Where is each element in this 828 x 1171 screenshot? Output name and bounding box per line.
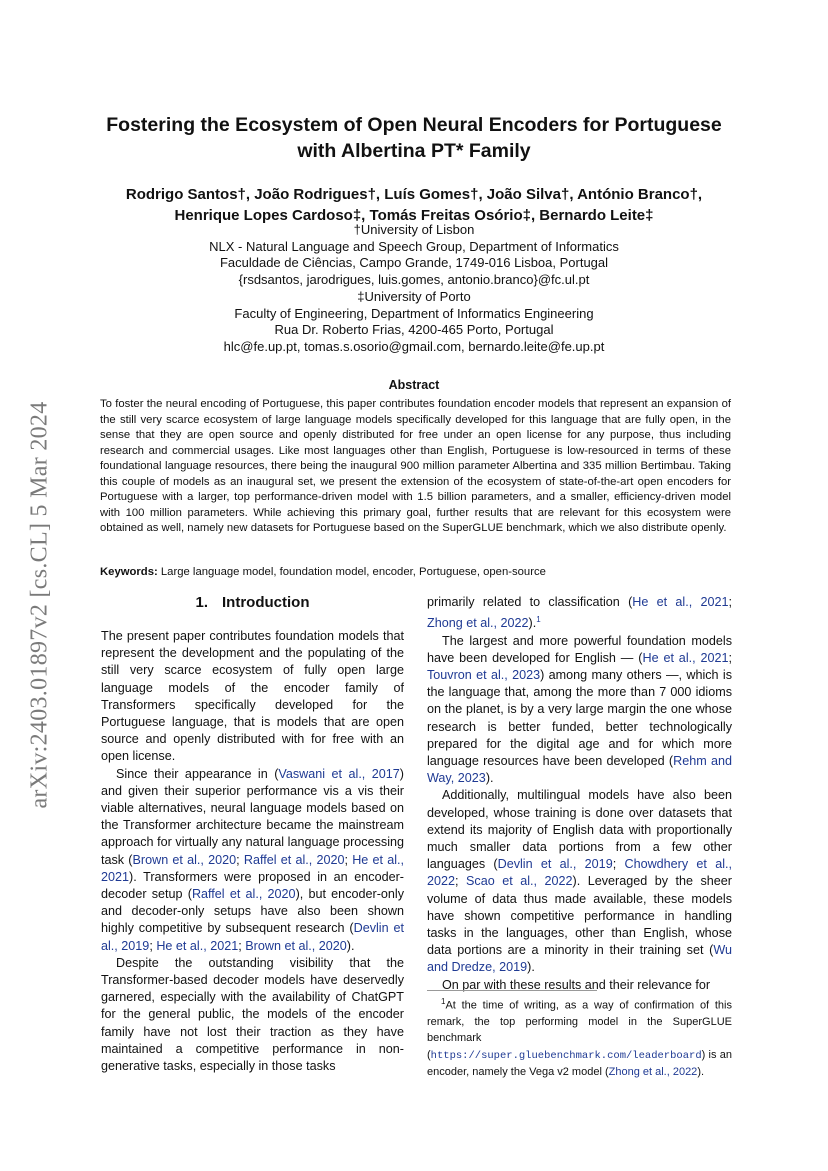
keywords-label: Keywords:: [100, 566, 158, 578]
abstract-text: To foster the neural encoding of Portuguese, this paper contributes foundation encoder models that represent an expansion of the still very scarce ecosystem of large language models specifically developed for this language that are fully open, in the sense that they are open source and openly distributed for free under an open license for any purpose, thus including research and commercial usages. Like most languages other than English, Portuguese is low-resourced in terms of these foundational language resources, there being the inaugural 900 million parameter Albertina and 335 million Bertimbau. Taking this couple of models as an inaugural set, we present the extension of the ecosystem of state-of-the-art open encoders for Portuguese with a larger, top performance-driven model with 1.5 billion parameters, and a smaller, efficiency-driven model with 100 million parameters. While achieving this primary goal, further results that are relevant for this ecosystem were obtained as well, namely new datasets for Portuguese based on the SuperGLUE benchmark, which we also distribute openly.: [100, 398, 731, 534]
section-heading: [101, 594, 404, 611]
abstract-heading: Abstract: [388, 378, 440, 392]
paragraph: The present paper contributes foundation models that represent the development and the populating of the still very scarce ecosystem of fully open large language models of the encoder family of Transformers specifically developed for the Portuguese language, that is models that are open source and openly distributed with for free with an open license.: [101, 629, 404, 764]
citation-link[interactable]: Rehm and Way, 2023: [427, 754, 733, 786]
citation-link[interactable]: He et al., 2021: [632, 595, 729, 609]
affiliation-line: NLX - Natural Language and Speech Group, Department of Informatics: [209, 238, 619, 254]
right-column: [427, 594, 732, 994]
footnote-marker[interactable]: 1: [536, 615, 541, 625]
citation-link[interactable]: Brown et al., 2020: [245, 938, 347, 953]
citation-link[interactable]: Scao et al., 2022: [466, 874, 573, 889]
arxiv-id: arXiv:2403.01897v2 [cs.CL] 5 Mar 2024: [26, 401, 53, 809]
citation-link[interactable]: Touvron et al., 2023: [427, 668, 541, 682]
citation-link[interactable]: Raffel et al., 2020: [191, 887, 296, 902]
paragraph: On par with these results and their relevance for: [442, 977, 711, 992]
paper-title: Fostering the Ecosystem of Open Neural Encoders for Portuguese with Albertina PT* Family: [106, 114, 722, 162]
affiliation-line: Faculty of Engineering, Department of Informatics Engineering: [234, 305, 594, 321]
section-title: Introduction: [222, 594, 310, 611]
citation-link[interactable]: Zhong et al., 2022: [427, 616, 529, 631]
paragraph: The largest and more powerful foundation models have been developed for English — (He et al., 2021; Touvron et al., 2023) among many others —, which is the language that, among the more than 7 000 idioms on the planet, is by a very large margin the one whose research is better funded, better technologically prepared for the digital age and for which more language resources have been developed (Rehm and Way, 2023).: [427, 633, 733, 786]
citation-link[interactable]: Vaswani et al., 2017: [278, 766, 400, 781]
affiliation-line: Rua Dr. Roberto Frias, 4200-465 Porto, Portugal: [274, 322, 554, 338]
citation-link[interactable]: Devlin et al., 2019: [497, 857, 613, 872]
left-column: [101, 628, 404, 1075]
citation-link[interactable]: Zhong et al., 2022: [608, 1065, 698, 1078]
affiliations: [80, 222, 748, 356]
citation-link[interactable]: He et al., 2021: [156, 938, 239, 953]
footnote-divider: [427, 990, 597, 991]
paragraph: primarily related to classification (He et al., 2021; Zhong et al., 2022).$^1$: [427, 595, 732, 631]
citation-link[interactable]: Devlin et al., 2019: [101, 921, 404, 953]
citation-link[interactable]: He et al., 2021: [642, 650, 729, 665]
footnote: $^1$At the time of writing, as a way of confirmation of this remark, the top performing model in the SuperGLUE benchmark (https://super.gluebenchmark.com/leaderboard) is an encoder, namely the Vega v2 model (Zhong et al., 2022).: [427, 997, 732, 1078]
footnote-number: 1: [441, 997, 446, 1006]
affiliation-line: ‡University of Porto: [357, 288, 471, 304]
paragraph: Since their appearance in (Vaswani et al., 2017) and given their superior performance vis a vis their viable alternatives, neural language models based on the Transformer architecture became the mainstream approach for virtually any natural language processing task (Brown et al., 2020; Raffel et al., 2020; He et al., 2021). Transformers were proposed in an encoder-decoder setup (Raffel et al., 2020), but encoder-only and decoder-only setups have also been shown highly competitive by subsequent research (Devlin et al., 2019; He et al., 2021; Brown et al., 2020).: [101, 766, 405, 953]
citation-link[interactable]: Raffel et al., 2020: [243, 852, 345, 867]
affiliation-line: {rsdsantos, jarodrigues, luis.gomes, antonio.branco}@fc.ul.pt: [238, 272, 590, 288]
citation-link[interactable]: Wu and Dredze, 2019: [427, 943, 732, 975]
affiliation-line: †University of Lisbon: [353, 222, 475, 237]
citation-link[interactable]: He et al., 2021: [101, 852, 405, 884]
section-number: 1.: [195, 594, 209, 611]
paragraph: Additionally, multilingual models have also been developed, whose training is done over datasets that extend its majority of English data with proportionally much smaller data portions from a few other languages (Devlin et al., 2019; Chowdhery et al., 2022; Scao et al., 2022). Leveraged by the sheer volume of data thus made available, these models have shown competitive performance in handling tasks in the languages, other than English, whose data portions are a minority in their training set (Wu and Dredze, 2019).: [427, 788, 733, 975]
affiliation-line: Faculdade de Ciências, Campo Grande, 1749-016 Lisboa, Portugal: [219, 255, 609, 271]
keywords-text: Large language model, foundation model, encoder, Portuguese, open-source: [157, 566, 546, 578]
paragraph: Despite the outstanding visibility that the Transformer-based decoder models have deservedly garnered, especially with the availability of ChatGPT for the general public, the models of the encoder family have not lost their traction as they have maintained a competitive performance in non-generative tasks, especially in those tasks: [101, 955, 404, 1074]
citation-link[interactable]: Brown et al., 2020: [132, 852, 237, 867]
author-list: Rodrigo Santos†, João Rodrigues†, Luís Gomes†, João Silva†, António Branco†, Henrique Lopes Cardoso‡, Tomás Freitas Osório‡, Bernardo Leite‡: [125, 186, 703, 224]
affiliation-line: hlc@fe.up.pt, tomas.s.osorio@gmail.com, bernardo.leite@fe.up.pt: [223, 338, 605, 354]
leaderboard-url-link[interactable]: https://super.gluebenchmark.com/leaderboard: [430, 1049, 702, 1062]
citation-link[interactable]: Chowdhery et al., 2022: [427, 857, 732, 889]
keywords: [100, 566, 731, 578]
arxiv-sidebar: [20, 370, 60, 840]
